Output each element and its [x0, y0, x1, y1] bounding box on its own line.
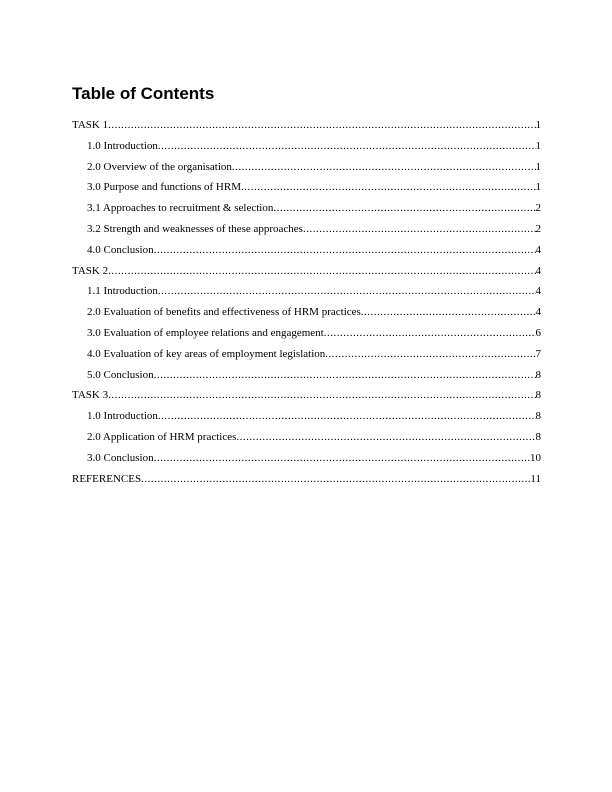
toc-entry-page: 1	[535, 139, 541, 152]
toc-entry-task2-conclusion[interactable]	[72, 365, 541, 386]
toc-entry-label: 3.0 Evaluation of employee relations and engagement	[87, 326, 324, 339]
toc-entry-label: 1.0 Introduction	[87, 410, 158, 423]
toc-entry-purpose-functions-hrm[interactable]	[72, 177, 541, 198]
dot-leader	[158, 281, 536, 302]
toc-entry-overview-organisation[interactable]	[72, 157, 541, 178]
toc-entry-employee-relations[interactable]	[72, 323, 541, 344]
toc-entry-page: 1	[535, 160, 541, 173]
toc-entry-label: 2.0 Overview of the organisation	[87, 160, 232, 173]
dot-leader	[241, 177, 536, 198]
toc-entry-label: 2.0 Evaluation of benefits and effectiveness of HRM practices	[87, 306, 361, 319]
dot-leader	[141, 469, 530, 490]
dot-leader	[236, 427, 535, 448]
toc-entry-page: 10	[530, 451, 541, 464]
toc-entry-label: 5.0 Conclusion	[87, 368, 154, 381]
toc-entry-task-1[interactable]	[72, 115, 541, 136]
toc-entry-strength-weaknesses[interactable]	[72, 219, 541, 240]
dot-leader	[154, 240, 536, 261]
toc-title: Table of Contents	[72, 84, 215, 103]
toc-entry-page: 2	[535, 222, 541, 235]
toc-entry-page: 2	[535, 202, 541, 215]
toc-entry-task1-conclusion[interactable]	[72, 240, 541, 261]
toc-entry-page: 8	[535, 410, 541, 423]
dot-leader	[361, 302, 536, 323]
toc-entry-label: 2.0 Application of HRM practices	[87, 430, 237, 443]
toc-entry-approaches-recruitment[interactable]	[72, 198, 541, 219]
toc-entry-references[interactable]	[72, 469, 541, 490]
toc-entry-task3-introduction[interactable]	[72, 406, 541, 427]
toc-entry-page: 6	[535, 326, 541, 339]
toc-entry-page: 4	[535, 243, 541, 256]
dot-leader	[232, 157, 536, 178]
dot-leader	[325, 344, 535, 365]
dot-leader	[158, 406, 536, 427]
dot-leader	[158, 136, 536, 157]
toc-entry-task2-introduction[interactable]	[72, 281, 541, 302]
toc-entry-label: 3.1 Approaches to recruitment & selection	[87, 202, 274, 215]
toc-entry-page: 11	[530, 472, 541, 485]
toc-entry-page: 8	[535, 368, 541, 381]
toc-entry-label: TASK 2	[72, 264, 109, 277]
toc-entry-label: 4.0 Evaluation of key areas of employment legislation	[87, 347, 326, 360]
toc-entry-task3-conclusion[interactable]	[72, 448, 541, 469]
toc-entry-label: TASK 1	[72, 119, 109, 131]
toc-entry-label: TASK 3	[72, 389, 109, 402]
toc-entry-label: 3.2 Strength and weaknesses of these approaches	[87, 222, 303, 235]
toc-entry-label: 4.0 Conclusion	[87, 243, 154, 256]
dot-leader	[154, 365, 536, 386]
dot-leader	[154, 448, 530, 469]
toc-entry-page: 1	[535, 119, 541, 131]
toc-entry-label: 1.1 Introduction	[87, 285, 158, 298]
dot-leader	[108, 115, 535, 136]
dot-leader	[108, 385, 535, 406]
toc-entry-label: 3.0 Purpose and functions of HRM	[87, 181, 241, 194]
toc-entry-label: REFERENCES	[72, 472, 142, 485]
toc-entry-page: 4	[535, 285, 541, 298]
toc-entry-page: 7	[535, 347, 541, 360]
toc-entry-page: 4	[535, 264, 541, 277]
toc-entry-page: 8	[535, 389, 541, 402]
toc-entry-evaluation-benefits[interactable]	[72, 302, 541, 323]
toc-entry-application-hrm[interactable]	[72, 427, 541, 448]
dot-leader	[324, 323, 536, 344]
toc-entry-task-2[interactable]	[72, 261, 541, 282]
toc-entry-page: 4	[535, 306, 541, 319]
toc-entry-label: 3.0 Conclusion	[87, 451, 154, 464]
dot-leader	[303, 219, 536, 240]
toc-entry-task1-introduction[interactable]	[72, 136, 541, 157]
toc-entry-label: 1.0 Introduction	[87, 139, 158, 152]
dot-leader	[108, 261, 535, 282]
toc-entry-page: 1	[535, 181, 541, 194]
toc-entry-employment-legislation[interactable]	[72, 344, 541, 365]
toc-entry-task-3[interactable]	[72, 385, 541, 406]
toc-list	[72, 115, 541, 489]
toc-entry-page: 8	[535, 430, 541, 443]
dot-leader	[273, 198, 535, 219]
